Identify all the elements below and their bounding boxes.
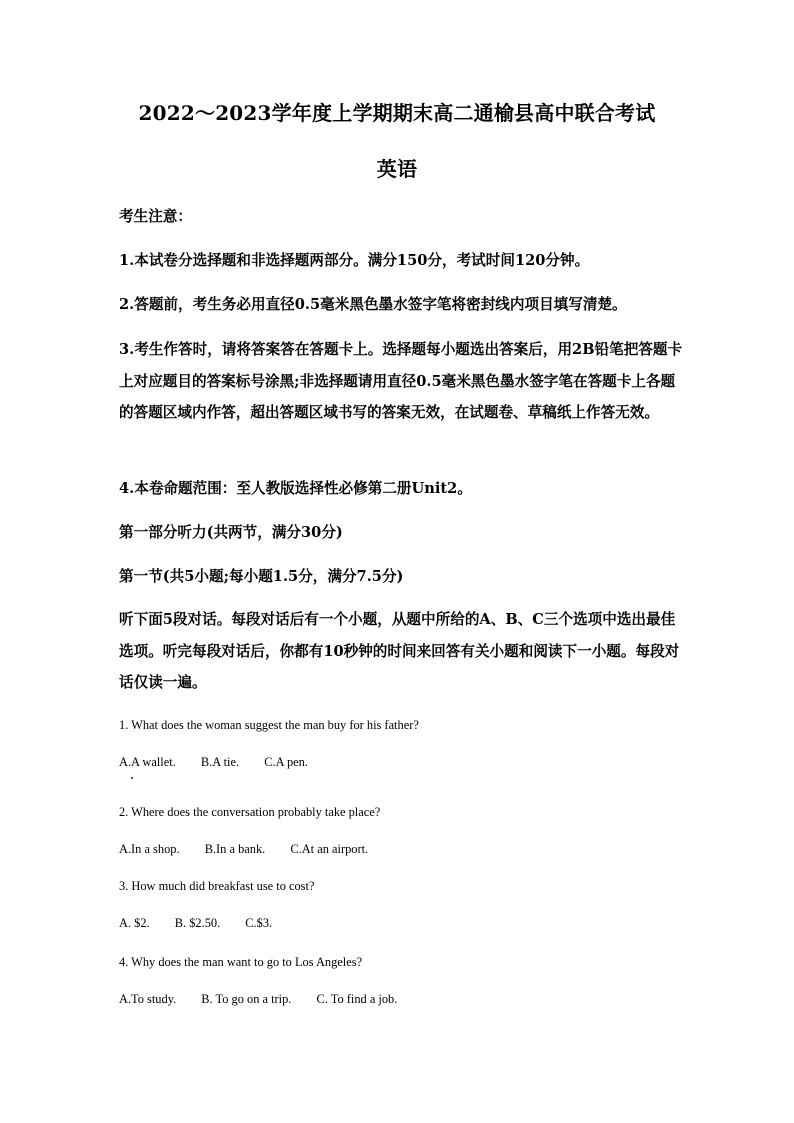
question-1-options bbox=[119, 753, 330, 771]
question-3-stem: 3. How much did breakfast use to cost? bbox=[119, 879, 315, 893]
option-b: B. $2.50. bbox=[174, 916, 221, 930]
notice-item-3: 3.考生作答时，请将答案答在答题卡上。选择题每小题选出答案后，用2B铅笔把答题卡上对应题目的答案标号涂黑;非选择题请用直径0.5毫米黑色墨水签字笔在答题卡上各题的答题区域内作答，超出答题区域书写的答案无效，在试题卷、草稿纸上作答无效。 bbox=[119, 341, 683, 421]
option-c: C.A pen. bbox=[264, 755, 308, 769]
option-c: C. To find a job. bbox=[316, 992, 398, 1006]
question-4-stem: 4. Why does the man want to go to Los Angeles? bbox=[119, 955, 363, 969]
option-b: B.A tie. bbox=[200, 755, 240, 769]
option-a: A.A wallet. bbox=[119, 755, 176, 769]
option-b: B.In a bank. bbox=[204, 842, 266, 856]
part-one-heading: 第一部分听力(共两节，满分30分) bbox=[119, 524, 343, 541]
option-a: A.To study. bbox=[119, 992, 177, 1006]
notice-item-4: 4.本卷命题范围：至人教版选择性必修第二册Unit2。 bbox=[119, 480, 472, 497]
listening-instructions: 听下面5段对话。每段对话后有一个小题，从题中所给的A、B、C三个选项中选出最佳选项。听完每段对话后，你都有10秒钟的时间来回答有关小题和阅读下一小题。每段对话仅读一遍。 bbox=[119, 611, 680, 691]
question-3-options bbox=[119, 914, 294, 932]
question-2-stem: 2. Where does the conversation probably take place? bbox=[119, 805, 381, 819]
notice-item-1: 1.本试卷分选择题和非选择题两部分。满分150分，考试时间120分钟。 bbox=[119, 252, 590, 269]
question-2-options bbox=[119, 840, 390, 858]
stray-mark bbox=[131, 777, 133, 779]
notice-item-2: 2.答题前，考生务必用直径0.5毫米黑色墨水签字笔将密封线内项目填写清楚。 bbox=[119, 296, 627, 313]
section-one-heading: 第一节(共5小题;每小题1.5分，满分7.5分) bbox=[119, 568, 404, 585]
question-4-options bbox=[119, 990, 419, 1008]
option-a: A. $2. bbox=[119, 916, 150, 930]
notice-heading: 考生注意： bbox=[119, 208, 192, 225]
question-1-stem: 1. What does the woman suggest the man buy for his father? bbox=[119, 718, 419, 732]
exam-subject: 英语 bbox=[376, 157, 418, 181]
exam-title: 2022～2023学年度上学期期末高二通榆县高中联合考试 bbox=[138, 101, 656, 125]
option-c: C.$3. bbox=[245, 916, 273, 930]
option-a: A.In a shop. bbox=[119, 842, 180, 856]
option-b: B. To go on a trip. bbox=[201, 992, 292, 1006]
option-c: C.At an airport. bbox=[290, 842, 369, 856]
